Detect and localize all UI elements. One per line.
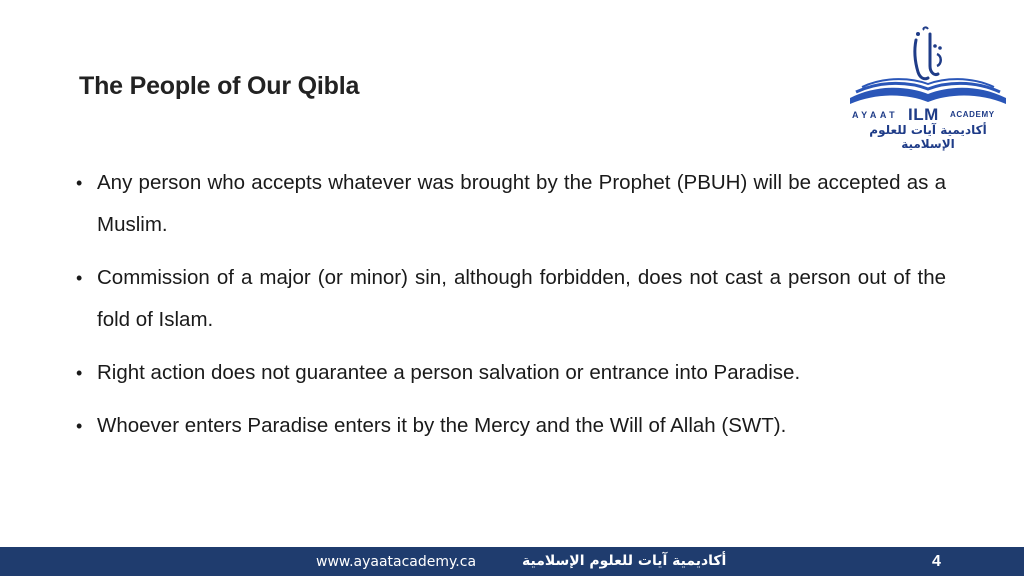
logo-ilm-text: ILM xyxy=(908,105,939,124)
academy-logo xyxy=(838,26,1018,151)
footer-website-link[interactable]: www.ayaatacademy.ca xyxy=(316,554,477,570)
book-calligraphy-icon xyxy=(838,26,1018,110)
bullet-list xyxy=(76,162,946,458)
bullet-item: • Right action does not guarantee a person salvation or entrance into Paradise. xyxy=(76,352,946,394)
page-number: 4 xyxy=(932,553,941,570)
bullet-item: • Any person who accepts whatever was brought by the Prophet (PBUH) will be accepted as a Muslim. xyxy=(76,162,946,246)
bullet-item: • Whoever enters Paradise enters it by the Mercy and the Will of Allah (SWT). xyxy=(76,405,946,447)
slide-title: The People of Our Qibla xyxy=(79,72,360,100)
footer-arabic-name: أكاديمية آيات للعلوم الإسلامية xyxy=(522,553,727,569)
logo-arabic-name: أكاديمية آيات للعلوم الإسلامية xyxy=(869,123,987,151)
logo-ayaat-text: AYAAT xyxy=(852,110,899,120)
logo-academy-text: ACADEMY xyxy=(950,110,995,119)
bullet-item: • Commission of a major (or minor) sin, although forbidden, does not cast a person out of the fold of Islam. xyxy=(76,257,946,341)
footer-bar xyxy=(0,547,1024,576)
